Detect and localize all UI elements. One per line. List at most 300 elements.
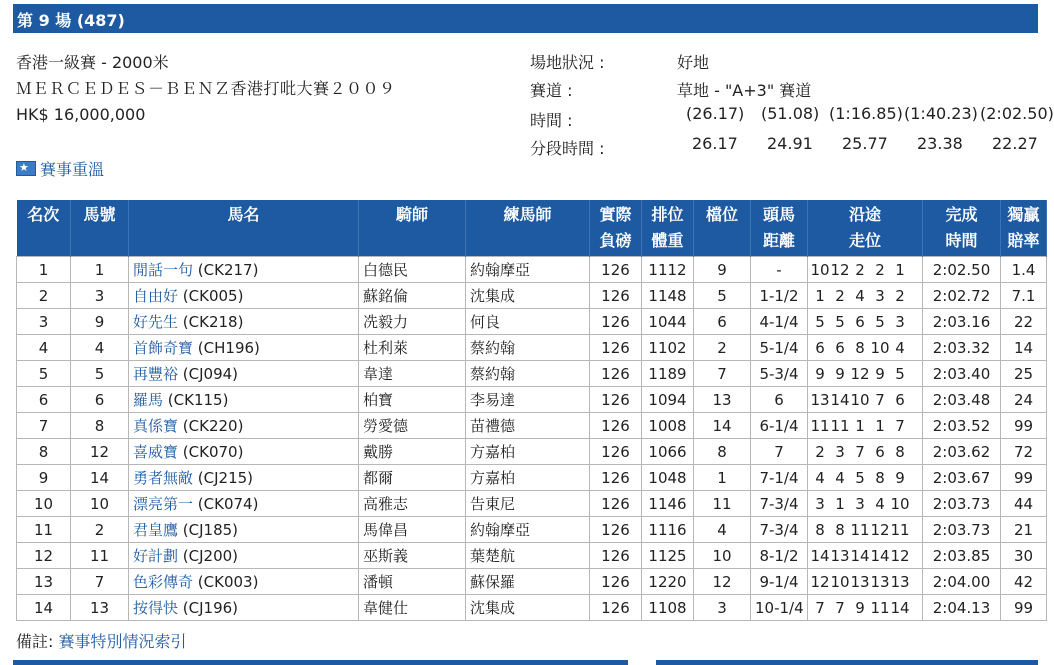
draw-cell: 4: [694, 517, 751, 543]
horse-name-link[interactable]: 好計劃: [133, 547, 179, 565]
place-cell: 6: [17, 387, 71, 413]
running-position-value: 9: [855, 598, 865, 617]
trainer-cell: 約翰摩亞: [466, 517, 590, 543]
horse-cell: [129, 283, 359, 309]
horse-no-cell: 2: [71, 517, 129, 543]
body-weight-cell: 1094: [642, 387, 694, 413]
horse-cell: [129, 413, 359, 439]
place-cell: 4: [17, 335, 71, 361]
video-camera-icon: [16, 161, 36, 176]
lbw-cell: 6-1/4: [751, 413, 808, 439]
lbw-cell: 10-1/4: [751, 595, 808, 621]
running-position-value: 4: [875, 494, 885, 513]
horse-cell: [129, 517, 359, 543]
running-position-value: 2: [835, 286, 845, 305]
horse-cell: [129, 439, 359, 465]
horse-no-cell: 4: [71, 335, 129, 361]
draw-cell: 5: [694, 283, 751, 309]
running-position-value: 10: [850, 390, 870, 409]
race-replay-link[interactable]: [16, 157, 104, 180]
horse-code: (CJ200): [182, 547, 239, 565]
table-row: [17, 517, 1047, 543]
draw-cell: 6: [694, 309, 751, 335]
time-value-2: (51.08): [761, 104, 820, 123]
draw-cell: 9: [694, 257, 751, 283]
horse-name-link[interactable]: 色彩傳奇: [133, 573, 194, 591]
race-info: [16, 50, 396, 128]
finish-time-cell: 2:03.67: [923, 465, 1001, 491]
table-row: [17, 465, 1047, 491]
running-position-cell: [808, 257, 923, 283]
time-label: 時間 :: [530, 111, 573, 130]
running-position-value: 7: [815, 598, 825, 617]
horse-no-cell: 6: [71, 387, 129, 413]
running-position-cell: [808, 465, 923, 491]
running-position-value: 4: [815, 468, 825, 487]
weight-cell: 126: [590, 413, 642, 439]
weight-cell: 126: [590, 387, 642, 413]
horse-cell: [129, 335, 359, 361]
body-weight-cell: 1220: [642, 569, 694, 595]
race-title: 第 9 場 (487): [17, 11, 125, 30]
running-position-cell: [808, 335, 923, 361]
horse-no-cell: 1: [71, 257, 129, 283]
draw-cell: 1: [694, 465, 751, 491]
odds-cell: 7.1: [1001, 283, 1047, 309]
odds-cell: 44: [1001, 491, 1047, 517]
col-body-weight: 排位 體重: [642, 200, 694, 257]
draw-cell: 7: [694, 361, 751, 387]
lbw-cell: 5-1/4: [751, 335, 808, 361]
weight-cell: 126: [590, 439, 642, 465]
running-position-value: 4: [835, 468, 845, 487]
running-position-value: 3: [835, 442, 845, 461]
running-position-value: 9: [895, 468, 905, 487]
finish-time-cell: 2:03.48: [923, 387, 1001, 413]
running-position-value: 10: [870, 338, 890, 357]
time-value-4: (1:40.23): [904, 104, 978, 123]
course-label: 賽道 :: [530, 81, 573, 100]
section-bar-left: [13, 660, 628, 665]
horse-name-link[interactable]: 閒話一句: [133, 261, 194, 279]
place-cell: 10: [17, 491, 71, 517]
trainer-link[interactable]: 苗禮德: [466, 413, 590, 439]
running-position-value: 12: [810, 572, 830, 591]
running-position-cell: [808, 517, 923, 543]
table-row: [17, 361, 1047, 387]
horse-no-cell: 11: [71, 543, 129, 569]
running-position-value: 10: [810, 260, 830, 279]
body-weight-cell: 1148: [642, 283, 694, 309]
col-draw: 檔位: [694, 200, 751, 257]
trainer-link[interactable]: 方嘉柏: [466, 465, 590, 491]
running-position-value: 8: [815, 520, 825, 539]
horse-cell: [129, 569, 359, 595]
sectional-value-1: 26.17: [692, 134, 738, 153]
running-position-value: 11: [890, 520, 910, 539]
draw-cell: 12: [694, 569, 751, 595]
horse-no-cell: 3: [71, 283, 129, 309]
weight-cell: 126: [590, 595, 642, 621]
odds-cell: 99: [1001, 465, 1047, 491]
jockey-link[interactable]: 蘇銘倫: [359, 283, 466, 309]
running-position-value: 14: [870, 546, 890, 565]
body-weight-cell: 1048: [642, 465, 694, 491]
horse-cell: [129, 465, 359, 491]
course-value: 草地 - "A+3" 賽道: [677, 81, 812, 100]
horse-name-link[interactable]: 首飾奇寶: [133, 339, 194, 357]
col-odds: 獨贏 賠率: [1001, 200, 1047, 257]
table-row: [17, 387, 1047, 413]
running-position-value: 7: [895, 416, 905, 435]
results-body: [17, 257, 1047, 621]
finish-time-cell: 2:03.85: [923, 543, 1001, 569]
running-position-value: 5: [835, 312, 845, 331]
sectional-value-4: 23.38: [917, 134, 963, 153]
jockey-cell: 韋健仕: [359, 595, 466, 621]
odds-cell: 24: [1001, 387, 1047, 413]
going-value: 好地: [677, 53, 710, 72]
col-lbw: 頭馬 距離: [751, 200, 808, 257]
horse-code: (CJ215): [197, 469, 254, 487]
running-position-value: 12: [830, 260, 850, 279]
running-position-cell: [808, 569, 923, 595]
horse-cell: [129, 491, 359, 517]
draw-cell: 8: [694, 439, 751, 465]
horse-name-link[interactable]: 喜威寶: [133, 443, 179, 461]
horse-name-link[interactable]: 羅馬: [133, 391, 164, 409]
odds-cell: 99: [1001, 595, 1047, 621]
lbw-cell: -: [751, 257, 808, 283]
odds-cell: 21: [1001, 517, 1047, 543]
body-weight-cell: 1116: [642, 517, 694, 543]
horse-name-link[interactable]: 按得快: [133, 599, 179, 617]
running-position-value: 9: [875, 364, 885, 383]
table-row: [17, 257, 1047, 283]
running-position-value: 8: [895, 442, 905, 461]
body-weight-cell: 1112: [642, 257, 694, 283]
running-position-value: 4: [855, 286, 865, 305]
going-label: 場地狀況 :: [530, 53, 605, 72]
horse-code: (CJ185): [182, 521, 239, 539]
place-cell: 1: [17, 257, 71, 283]
running-position-cell: [808, 543, 923, 569]
trainer-link[interactable]: 蔡約翰: [466, 335, 590, 361]
weight-cell: 126: [590, 491, 642, 517]
horse-name-link[interactable]: 自由好: [133, 287, 179, 305]
running-position-value: 1: [855, 416, 865, 435]
lbw-cell: 1-1/2: [751, 283, 808, 309]
running-position-value: 5: [855, 468, 865, 487]
jockey-cell: 巫斯義: [359, 543, 466, 569]
trainer-cell: 李易達: [466, 387, 590, 413]
running-position-value: 9: [815, 364, 825, 383]
running-position-value: 8: [835, 520, 845, 539]
running-position-value: 11: [850, 520, 870, 539]
running-position-value: 14: [890, 598, 910, 617]
horse-code: (CK115): [167, 391, 229, 409]
running-position-value: 3: [875, 286, 885, 305]
race-class-distance: 香港一級賽 - 2000米: [16, 53, 169, 72]
jockey-cell: 冼毅力: [359, 309, 466, 335]
draw-cell: 13: [694, 387, 751, 413]
place-cell: 11: [17, 517, 71, 543]
running-position-value: 13: [850, 572, 870, 591]
horse-name-link[interactable]: 真係寶: [133, 417, 179, 435]
body-weight-cell: 1125: [642, 543, 694, 569]
table-row: [17, 543, 1047, 569]
draw-cell: 10: [694, 543, 751, 569]
weight-cell: 126: [590, 517, 642, 543]
running-position-value: 13: [870, 572, 890, 591]
lbw-cell: 9-1/4: [751, 569, 808, 595]
running-position-value: 1: [815, 286, 825, 305]
jockey-cell: 高雅志: [359, 491, 466, 517]
jockey-cell: 馬偉昌: [359, 517, 466, 543]
jockey-link[interactable]: 潘頓: [359, 569, 466, 595]
horse-cell: [129, 543, 359, 569]
running-position-value: 14: [830, 390, 850, 409]
lbw-cell: 7: [751, 439, 808, 465]
horse-name-link[interactable]: 再豐裕: [133, 365, 179, 383]
body-weight-cell: 1108: [642, 595, 694, 621]
trainer-cell: 約翰摩亞: [466, 257, 590, 283]
body-weight-cell: 1044: [642, 309, 694, 335]
race-name: ＭＥＲＣＥＤＥＳ－ＢＥＮＺ香港打吡大賽２００９: [16, 79, 396, 98]
running-position-value: 13: [890, 572, 910, 591]
running-position-value: 9: [835, 364, 845, 383]
horse-code: (CK003): [197, 573, 259, 591]
running-position-value: 2: [815, 442, 825, 461]
horse-no-cell: 12: [71, 439, 129, 465]
horse-cell: [129, 387, 359, 413]
draw-cell: 11: [694, 491, 751, 517]
horse-no-cell: 13: [71, 595, 129, 621]
running-position-cell: [808, 309, 923, 335]
horse-name-link[interactable]: 好先生: [133, 313, 179, 331]
running-position-cell: [808, 413, 923, 439]
finish-time-cell: 2:03.73: [923, 517, 1001, 543]
jockey-cell: 韋達: [359, 361, 466, 387]
lbw-cell: 7-3/4: [751, 517, 808, 543]
col-finish-time: 完成 時間: [923, 200, 1001, 257]
draw-cell: 14: [694, 413, 751, 439]
horse-code: (CJ094): [182, 365, 239, 383]
running-position-value: 5: [895, 364, 905, 383]
place-cell: 8: [17, 439, 71, 465]
horse-code: (CK005): [182, 287, 244, 305]
body-weight-cell: 1066: [642, 439, 694, 465]
weight-cell: 126: [590, 257, 642, 283]
lbw-cell: 7-1/4: [751, 465, 808, 491]
table-row: [17, 491, 1047, 517]
col-horse-no: 馬號: [71, 200, 129, 257]
draw-cell: 2: [694, 335, 751, 361]
table-row: [17, 569, 1047, 595]
odds-cell: 25: [1001, 361, 1047, 387]
odds-cell: 14: [1001, 335, 1047, 361]
horse-no-cell: 9: [71, 309, 129, 335]
horse-code: (CK074): [197, 495, 259, 513]
horse-code: (CK070): [182, 443, 244, 461]
table-row: [17, 595, 1047, 621]
horse-no-cell: 10: [71, 491, 129, 517]
running-position-value: 11: [870, 598, 890, 617]
jockey-cell: 都爾: [359, 465, 466, 491]
running-position-cell: [808, 491, 923, 517]
running-position-value: 12: [890, 546, 910, 565]
col-weight: 實際 負磅: [590, 200, 642, 257]
running-position-value: 6: [855, 312, 865, 331]
finish-time-cell: 2:02.72: [923, 283, 1001, 309]
sectional-value-3: 25.77: [842, 134, 888, 153]
lbw-cell: 5-3/4: [751, 361, 808, 387]
table-row: [17, 439, 1047, 465]
running-position-value: 11: [810, 416, 830, 435]
col-trainer: 練馬師: [466, 200, 590, 257]
horse-cell: [129, 595, 359, 621]
running-position-cell: [808, 439, 923, 465]
place-cell: 7: [17, 413, 71, 439]
horse-code: (CH196): [197, 339, 260, 357]
weight-cell: 126: [590, 335, 642, 361]
finish-time-cell: 2:03.73: [923, 491, 1001, 517]
col-running-position: 沿途 走位: [808, 200, 923, 257]
finish-time-cell: 2:03.32: [923, 335, 1001, 361]
place-cell: 5: [17, 361, 71, 387]
sectional-label: 分段時間 :: [530, 139, 605, 158]
jockey-cell: 柏寶: [359, 387, 466, 413]
horse-name-link[interactable]: 勇者無敵: [133, 469, 194, 487]
table-row: [17, 413, 1047, 439]
time-value-3: (1:16.85): [829, 104, 903, 123]
running-position-value: 6: [875, 442, 885, 461]
jockey-cell: 勞愛德: [359, 413, 466, 439]
running-position-value: 7: [875, 390, 885, 409]
horse-name-link[interactable]: 君皇鷹: [133, 521, 179, 539]
finish-time-cell: 2:03.52: [923, 413, 1001, 439]
running-position-value: 4: [895, 338, 905, 357]
place-cell: 14: [17, 595, 71, 621]
running-position-cell: [808, 283, 923, 309]
running-position-value: 6: [895, 390, 905, 409]
table-row: [17, 335, 1047, 361]
col-horse: 馬名: [129, 200, 359, 257]
place-cell: 9: [17, 465, 71, 491]
trainer-link[interactable]: 方嘉柏: [466, 439, 590, 465]
horse-no-cell: 7: [71, 569, 129, 595]
finish-time-cell: 2:03.40: [923, 361, 1001, 387]
running-position-value: 3: [895, 312, 905, 331]
draw-cell: 3: [694, 595, 751, 621]
running-position-value: 3: [815, 494, 825, 513]
weight-cell: 126: [590, 543, 642, 569]
trainer-link[interactable]: 蔡約翰: [466, 361, 590, 387]
lbw-cell: 4-1/4: [751, 309, 808, 335]
running-position-value: 7: [855, 442, 865, 461]
odds-cell: 22: [1001, 309, 1047, 335]
horse-cell: [129, 309, 359, 335]
col-place: 名次: [17, 200, 71, 257]
finish-time-cell: 2:02.50: [923, 257, 1001, 283]
trainer-link[interactable]: 沈集成: [466, 595, 590, 621]
weight-cell: 126: [590, 309, 642, 335]
section-bar-right: [656, 660, 1038, 665]
running-position-cell: [808, 387, 923, 413]
running-position-value: 10: [890, 494, 910, 513]
remarks-label: 備註:: [16, 632, 54, 651]
running-position-value: 2: [855, 260, 865, 279]
place-cell: 2: [17, 283, 71, 309]
results-header-row: [17, 200, 1047, 257]
time-value-1: (26.17): [686, 104, 745, 123]
running-position-value: 13: [830, 546, 850, 565]
jockey-cell: 杜利萊: [359, 335, 466, 361]
running-position-value: 8: [875, 468, 885, 487]
finish-time-cell: 2:03.16: [923, 309, 1001, 335]
horse-cell: [129, 361, 359, 387]
place-cell: 13: [17, 569, 71, 595]
running-position-value: 5: [875, 312, 885, 331]
horse-code: (CK220): [182, 417, 244, 435]
horse-code: (CJ196): [182, 599, 239, 617]
sectional-value-5: 22.27: [992, 134, 1038, 153]
table-row: [17, 309, 1047, 335]
weight-cell: 126: [590, 283, 642, 309]
running-position-value: 7: [835, 598, 845, 617]
weight-cell: 126: [590, 569, 642, 595]
trainer-link[interactable]: 葉楚航: [466, 543, 590, 569]
trainer-link[interactable]: 告東尼: [466, 491, 590, 517]
running-position-value: 14: [850, 546, 870, 565]
horse-no-cell: 14: [71, 465, 129, 491]
weight-cell: 126: [590, 465, 642, 491]
running-position-value: 1: [895, 260, 905, 279]
running-position-value: 6: [815, 338, 825, 357]
finish-time-cell: 2:04.00: [923, 569, 1001, 595]
results-table: [16, 200, 1047, 621]
race-title-bar: [13, 4, 1038, 33]
running-position-value: 13: [810, 390, 830, 409]
odds-cell: 99: [1001, 413, 1047, 439]
running-position-value: 11: [830, 416, 850, 435]
finish-time-cell: 2:03.62: [923, 439, 1001, 465]
col-jockey: 騎師: [359, 200, 466, 257]
table-row: [17, 283, 1047, 309]
trainer-link[interactable]: 何良: [466, 309, 590, 335]
running-position-value: 12: [850, 364, 870, 383]
jockey-cell: 白德民: [359, 257, 466, 283]
horse-name-link[interactable]: 漂亮第一: [133, 495, 194, 513]
horse-code: (CK217): [197, 261, 259, 279]
place-cell: 3: [17, 309, 71, 335]
running-position-cell: [808, 361, 923, 387]
running-position-value: 12: [870, 520, 890, 539]
special-incidents-link[interactable]: 賽事特別情況索引: [58, 632, 187, 651]
trainer-link[interactable]: 沈集成: [466, 283, 590, 309]
body-weight-cell: 1146: [642, 491, 694, 517]
running-position-value: 3: [855, 494, 865, 513]
horse-cell: [129, 257, 359, 283]
body-weight-cell: 1102: [642, 335, 694, 361]
remarks: [16, 629, 187, 652]
running-position-cell: [808, 595, 923, 621]
trainer-cell: 蘇保羅: [466, 569, 590, 595]
running-position-value: 5: [815, 312, 825, 331]
running-position-value: 1: [875, 416, 885, 435]
time-value-5: (2:02.50): [980, 104, 1054, 123]
lbw-cell: 7-3/4: [751, 491, 808, 517]
